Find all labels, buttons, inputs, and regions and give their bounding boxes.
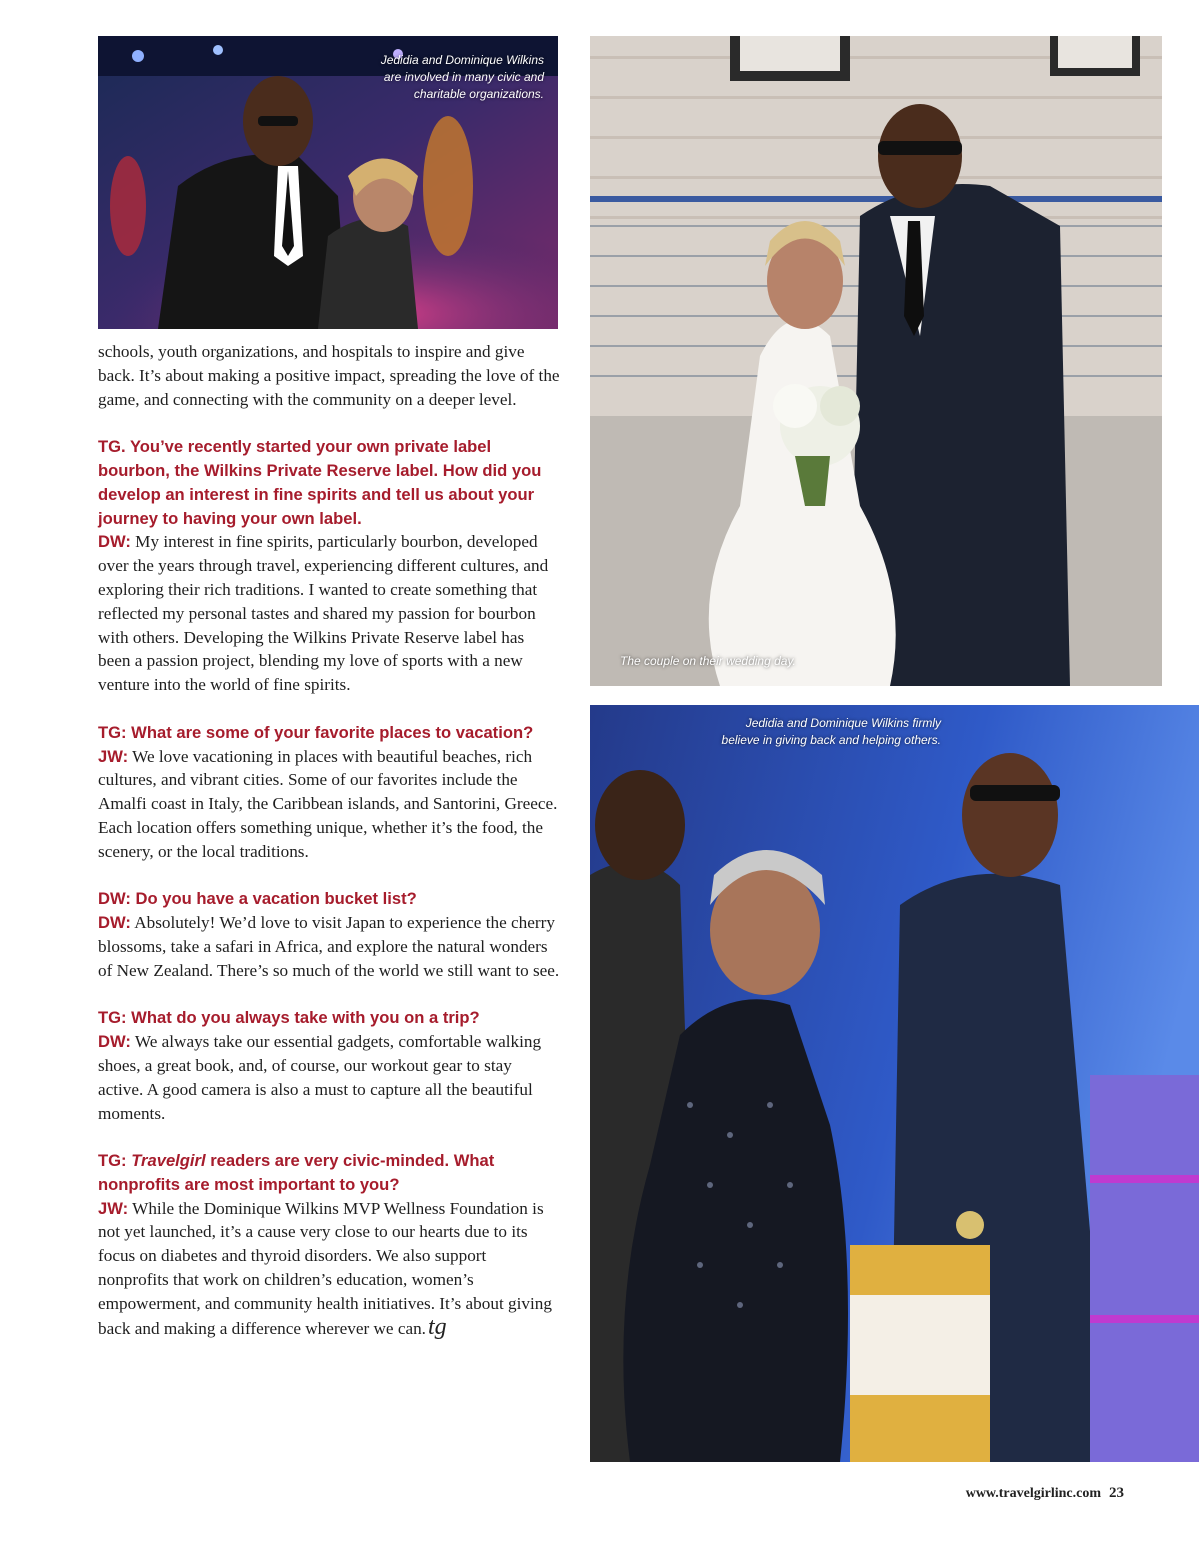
caption-line: charitable organizations. <box>413 87 544 101</box>
caption-line: Jedidia and Dominique Wilkins firmly <box>745 716 941 730</box>
caption-line: Jedidia and Dominique Wilkins <box>380 53 544 67</box>
answer: While the Dominique Wilkins MVP Wellness Foundation is not yet launched, it’s a cause very close to our hearts due to its focus on diabetes and thyroid disorders. We also support nonprofits that work on children’s education, women’s empowerment, and community health initiatives. It’s about giving back and making a difference wherever we can. <box>98 1198 552 1338</box>
caption-line: believe in giving back and helping others. <box>721 733 941 747</box>
qa-block <box>98 1006 560 1125</box>
question: DW: Do you have a vacation bucket list? <box>98 889 417 909</box>
wedding-photo-caption: The couple on their wedding day. <box>620 654 796 668</box>
question: TG: What are some of your favorite places to vacation? <box>98 722 534 742</box>
question-rest: readers are very civic-minded. What nonprofits are most important to you? <box>98 1151 495 1194</box>
gala-photo-caption <box>381 52 544 103</box>
magazine-name: Travelgirl <box>131 1151 206 1171</box>
answer: My interest in fine spirits, particularly bourbon, developed over the years through travel, experiencing different cultures, and exploring their rich traditions. I wanted to create something that reflected my personal tastes and shared my passion for bourbon with others. Developing the Wilkins Private Reserve label has been a passion project, blending my love of sports with a new venture into the world of fine spirits. <box>98 532 549 695</box>
page-footer <box>966 1485 1124 1502</box>
answer: We always take our essential gadgets, comfortable walking shoes, a great book, and, of course, our workout gear to stay active. A good camera is also a must to capture all the beautiful moments. <box>98 1032 542 1123</box>
wedding-photo <box>590 36 1162 686</box>
qa-block <box>98 887 560 982</box>
speaker-label: JW: <box>98 746 129 766</box>
speaker-label: DW: <box>98 1032 131 1052</box>
question-prefix: TG: <box>98 1151 132 1171</box>
birthday-photo <box>590 705 1199 1462</box>
speaker-label: JW: <box>98 1198 129 1218</box>
wedding-photo-image <box>590 36 1162 686</box>
question: TG: What do you always take with you on a trip? <box>98 1008 480 1028</box>
answer: We love vacationing in places with beautiful beaches, rich cultures, and vibrant cities. Some of our favorites include the Amalfi coast in Italy, the Caribbean islands, and Santorini, Greece. Each location offers something unique, whether it’s the food, the scenery, or the local traditions. <box>98 746 558 861</box>
intro-paragraph: schools, youth organizations, and hospitals to inspire and give back. It’s about making a positive impact, spreading the love of the game, and connecting with the community on a deeper level. <box>98 342 560 409</box>
speaker-label: DW: <box>98 532 131 552</box>
speaker-label: DW: <box>98 913 131 933</box>
qa-block <box>98 1149 560 1340</box>
gala-photo <box>98 36 558 329</box>
birthday-photo-caption <box>722 715 941 749</box>
qa-block <box>98 721 560 864</box>
end-mark: tg <box>427 1313 447 1340</box>
qa-block <box>98 435 560 697</box>
page-number: 23 <box>1109 1485 1124 1501</box>
question: TG. You’ve recently started your own private label bourbon, the Wilkins Private Reserve label. How did you develop an interest in fine spirits and tell us about your journey to having your own label. <box>98 437 542 528</box>
birthday-photo-image <box>590 705 1199 1462</box>
question <box>98 1151 494 1194</box>
answer: Absolutely! We’d love to visit Japan to experience the cherry blossoms, take a safari in Africa, and explore the natural wonders of New Zealand. There’s so much of the world we still want to see. <box>98 913 560 980</box>
article-body <box>98 340 560 1364</box>
footer-url[interactable]: www.travelgirlinc.com <box>965 1486 1101 1501</box>
caption-line: are involved in many civic and <box>383 70 544 84</box>
